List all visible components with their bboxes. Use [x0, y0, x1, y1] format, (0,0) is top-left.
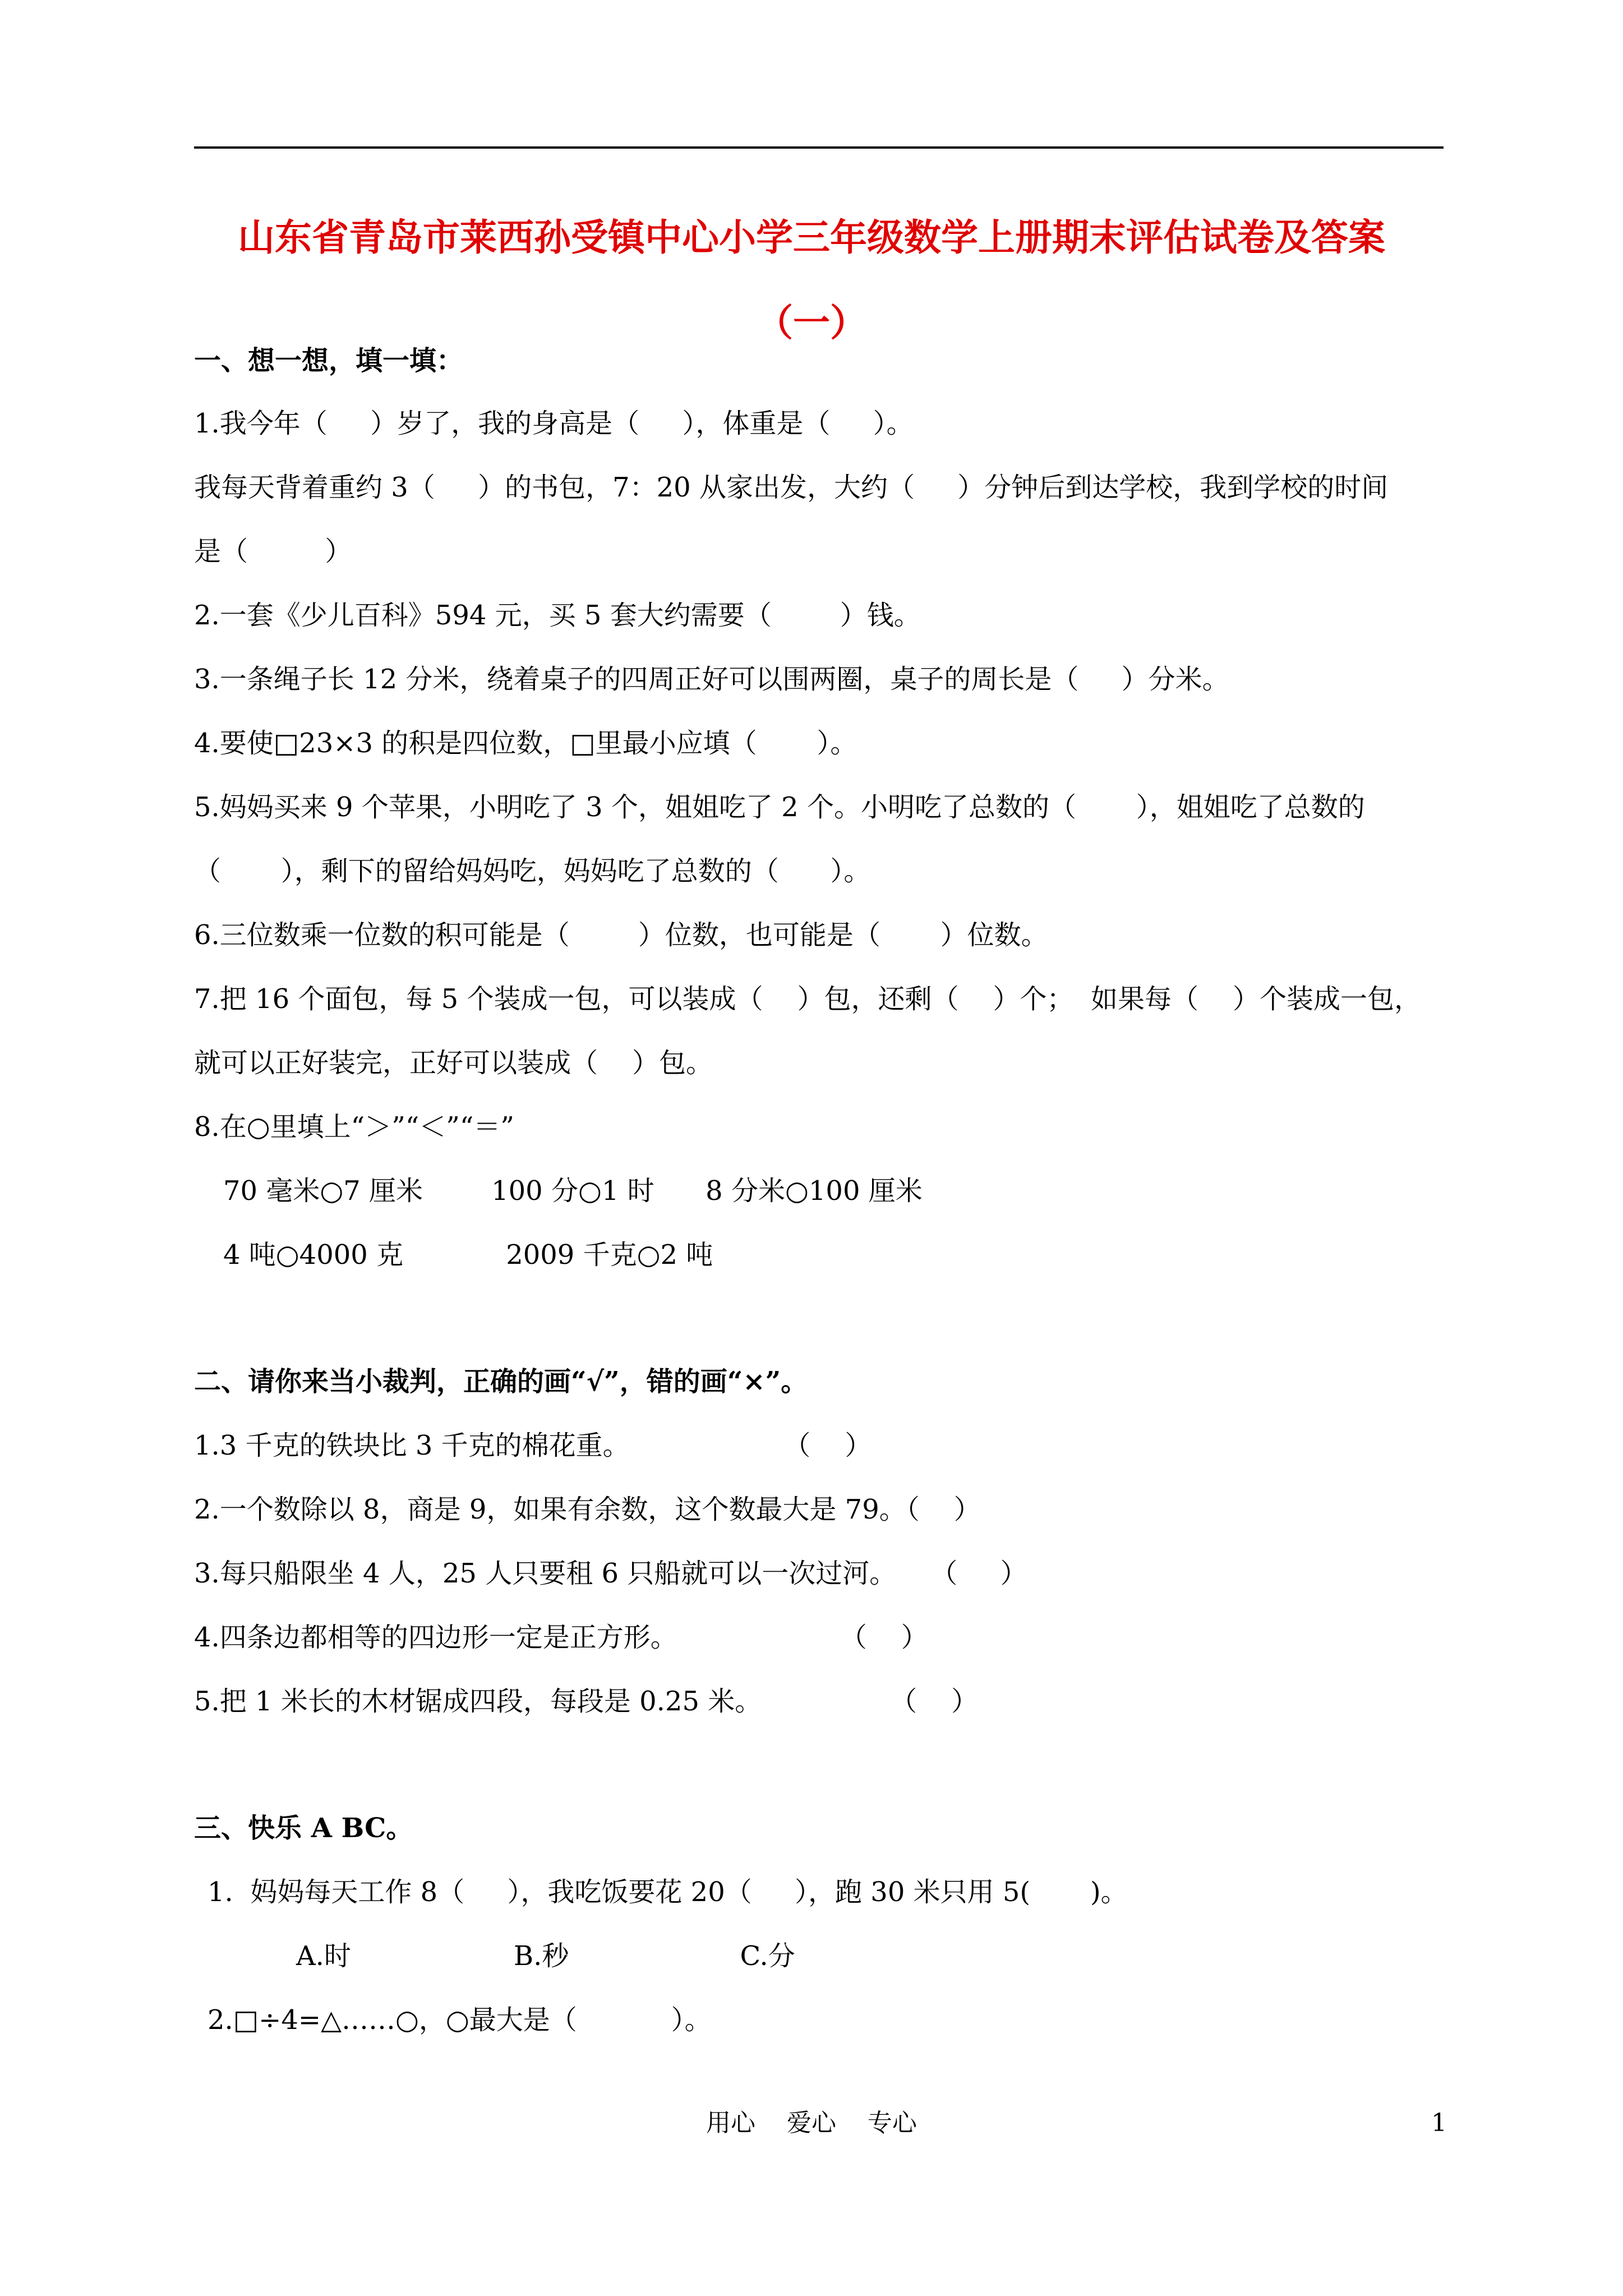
section1-line: 4.要使□23×3 的积是四位数，□里最小应填（ ）。 — [194, 728, 857, 759]
section2-line: 5.把 1 米长的木材锯成四段，每段是 0.25 米。 （ ） — [194, 1686, 979, 1717]
section2-line: 4.四条边都相等的四边形一定是正方形。 （ ） — [194, 1622, 928, 1653]
section2-line: 3.每只船限坐 4 人，25 人只要租 6 只船就可以一次过河。 （ ） — [194, 1558, 1027, 1589]
section1-line: 2.一套《少儿百科》594 元，买 5 套大约需要（ ）钱。 — [194, 600, 921, 631]
footer-motto: 用心 爱心 专心 — [706, 2109, 917, 2137]
section1-line: 就可以正好装完，正好可以装成（ ）包。 — [194, 1047, 713, 1079]
section3-heading: 三、快乐 A BC。 — [194, 1812, 413, 1844]
section1-line: 是（ ） — [194, 536, 352, 567]
section2-line: 2.一个数除以 8，商是 9，如果有余数，这个数最大是 79。（ ） — [194, 1494, 981, 1525]
section1-line: 我每天背着重约 3（ ）的书包，7：20 从家出发，大约（ ）分钟后到达学校，我到学校的时间 — [194, 472, 1389, 503]
section1-line: 1.我今年（ ）岁了，我的身高是（ ），体重是（ ）。 — [194, 408, 914, 439]
section1-line: 5.妈妈买来 9 个苹果，小明吃了 3 个，姐姐吃了 2 个。小明吃了总数的（ ），姐姐吃了总数的 — [194, 792, 1365, 823]
section3-options: A.时 B.秒 C.分 — [296, 1940, 795, 1972]
section1-line: 7.把 16 个面包，每 5 个装成一包，可以装成（ ）包，还剩（ ）个； 如果每（ ）个装成一包， — [194, 983, 1422, 1015]
section1-line: 70 毫米○7 厘米 100 分○1 时 8 分米○100 厘米 — [223, 1175, 923, 1207]
section2-heading: 二、请你来当小裁判，正确的画“√”，错的画“×”。 — [194, 1366, 808, 1397]
document-title-subtitle: （一） — [756, 301, 867, 344]
section2-line: 1.3 千克的铁块比 3 千克的棉花重。 （ ） — [194, 1430, 872, 1461]
section1-line: 3.一条绳子长 12 分米，绕着桌子的四周正好可以围两圈，桌子的周长是（ ）分米。 — [194, 664, 1229, 695]
document-title: 山东省青岛市莱西孙受镇中心小学三年级数学上册期末评估试卷及答案 — [238, 215, 1385, 259]
header-rule — [194, 146, 1444, 149]
section1-line: 4 吨○4000 克 2009 千克○2 吨 — [223, 1239, 713, 1271]
section1-line: （ ），剩下的留给妈妈吃，妈妈吃了总数的（ ）。 — [194, 855, 871, 887]
section1-line: 8.在○里填上“＞”“＜”“＝” — [194, 1111, 514, 1143]
section1-heading: 一、想一想，填一填： — [194, 345, 464, 376]
page-number: 1 — [1431, 2109, 1447, 2137]
section1-line: 6.三位数乘一位数的积可能是（ ）位数，也可能是（ ）位数。 — [194, 919, 1048, 951]
section3-line: 2.□÷4=△……○，○最大是（ ）。 — [208, 2004, 712, 2036]
section3-line: 1. 妈妈每天工作 8（ ），我吃饭要花 20（ ），跑 30 米只用 5( )。 — [208, 1876, 1128, 1908]
